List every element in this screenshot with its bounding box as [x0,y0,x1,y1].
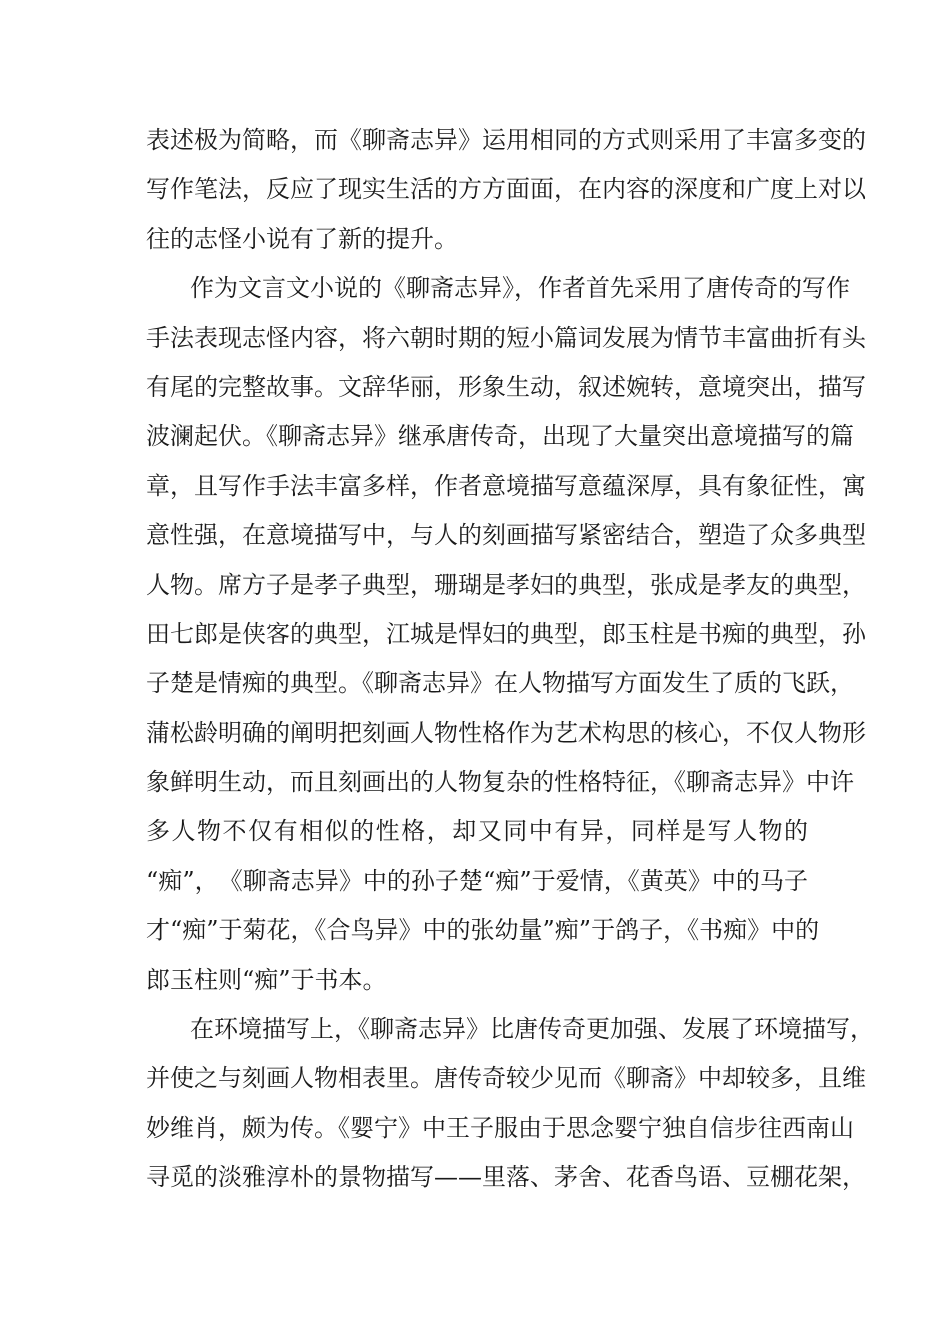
paragraph-1 [146,116,866,264]
text-line: 多人物不仅有相似的性格，却又同中有异，同样是写人物的 [146,817,808,846]
text-line: 子楚是情痴的典型。《聊斋志异》在人物描写方面发生了质的飞跃， [146,669,854,698]
paragraph-2 [146,264,866,1005]
text-line: 在环境描写上，《聊斋志异》比唐传奇更加强、发展了环境描写， [190,1015,874,1044]
text-line: 有尾的完整故事。文辞华丽，形象生动，叙述婉转，意境突出，描写 [146,372,866,401]
text-line: 波澜起伏。《聊斋志异》继承唐传奇，出现了大量突出意境描写的篇 [146,422,854,451]
text-line: “痴”， 《聊斋志异》中的孙子楚“痴”于爱情，《黄英》中的马子 [146,866,808,895]
paragraph-3 [146,1005,874,1203]
text-line: 意性强，在意境描写中，与人的刻画描写紧密结合，塑造了众多典型 [146,521,866,550]
text-line: 才“痴”于菊花，《合鸟异》中的张幼量”痴”于鸽子，《书痴》中的 [146,916,820,945]
text-line: 寻觅的淡雅淳朴的景物描写——里落、茅舍、花香鸟语、豆棚花架， [146,1163,866,1192]
text-line: 作为文言文小说的《聊斋志异》，作者首先采用了唐传奇的写作 [190,274,850,303]
text-line: 郎玉柱则“痴”于书本。 [146,965,387,994]
text-line: 写作笔法，反应了现实生活的方方面面，在内容的深度和广度上对以 [146,175,866,204]
text-line: 妙维肖，颇为传。《婴宁》中王子服由于思念婴宁独自信步往西南山 [146,1113,854,1142]
text-line: 象鲜明生动，而且刻画出的人物复杂的性格特征，《聊斋志异》中许 [146,768,854,797]
text-line: 田七郎是侠客的典型，江城是悍妇的典型，郎玉柱是书痴的典型，孙 [146,619,866,648]
text-line: 往的志怪小说有了新的提升。 [146,224,458,253]
text-line: 表述极为简略，而《聊斋志异》运用相同的方式则采用了丰富多变的 [146,126,866,154]
text-line: 并使之与刻画人物相表里。唐传奇较少见而《聊斋》中却较多，且维 [146,1064,866,1093]
document-body [146,116,874,1203]
text-line: 章，且写作手法丰富多样，作者意境描写意蕴深厚，具有象征性，寓 [146,471,866,500]
text-line: 手法表现志怪内容，将六朝时期的短小篇词发展为情节丰富曲折有头 [146,323,866,352]
text-line: 人物。席方子是孝子典型，珊瑚是孝妇的典型，张成是孝友的典型， [146,570,866,599]
text-line: 蒲松龄明确的阐明把刻画人物性格作为艺术构思的核心，不仅人物形 [146,718,866,747]
